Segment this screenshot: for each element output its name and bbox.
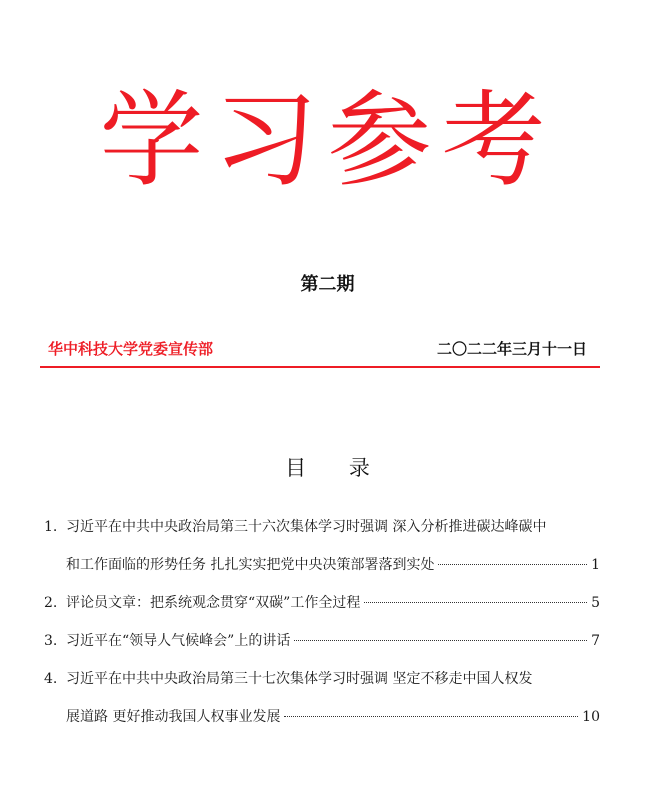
toc-entry-title: 习近平在中共中央政治局第三十六次集体学习时强调 深入分析推进碳达峰碳中 (66, 519, 547, 535)
toc-entry-1[interactable] (44, 508, 600, 584)
dot-leader (284, 716, 578, 717)
toc-entry-title: 习近平在中共中央政治局第三十七次集体学习时强调 坚定不移走中国人权发 (66, 671, 533, 687)
dot-leader (364, 602, 587, 603)
toc-entry-page: 7 (591, 633, 600, 649)
header-divider (40, 366, 600, 368)
toc-entry-number: 4. (44, 671, 58, 687)
masthead-title: 学习参考 (99, 79, 556, 201)
toc-entry-title-continued: 展道路 更好推动我国人权事业发展 (66, 709, 281, 725)
toc-entry-number: 2. (44, 595, 58, 611)
toc-entry-number: 1. (44, 519, 58, 535)
dot-leader (438, 564, 587, 565)
toc-entry-title: 习近平在“领导人气候峰会”上的讲话 (66, 633, 291, 649)
toc-entry-number: 3. (44, 633, 58, 649)
dot-leader (294, 640, 587, 641)
table-of-contents (44, 508, 600, 736)
publisher-name: 华中科技大学党委宣传部 (48, 340, 214, 358)
toc-entry-2[interactable] (44, 584, 600, 622)
toc-entry-page: 5 (591, 595, 600, 611)
publication-date: 二〇二二年三月十一日 (436, 340, 587, 358)
toc-entry-3[interactable] (44, 622, 600, 660)
toc-entry-title: 评论员文章：把系统观念贯穿“双碳”工作全过程 (66, 595, 361, 611)
toc-entry-4[interactable] (44, 660, 600, 736)
toc-entry-title-continued: 和工作面临的形势任务 扎扎实实把党中央决策部署落到实处 (66, 557, 435, 573)
issue-number: 第二期 (300, 274, 355, 295)
toc-entry-page: 1 (591, 557, 600, 573)
toc-entry-page: 10 (582, 709, 600, 725)
toc-heading: 目 录 (285, 456, 388, 480)
